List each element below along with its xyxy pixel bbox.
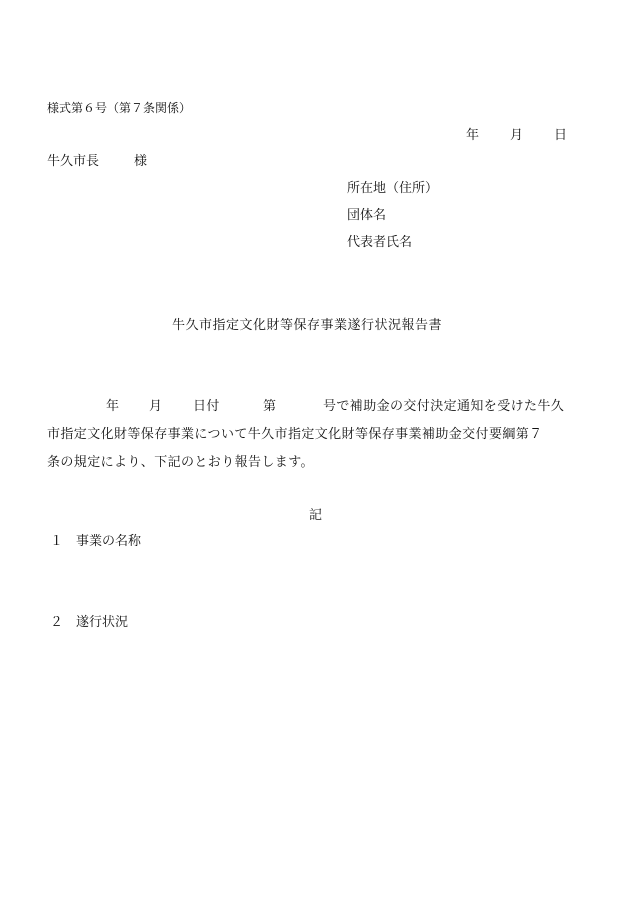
date-month-label: 月 — [510, 128, 524, 143]
item-2-number: ２ — [50, 615, 64, 630]
item-1-label: 事業の名称 — [76, 534, 142, 549]
date-year-label: 年 — [466, 128, 480, 143]
body-line1-rest: 号で補助金の交付決定通知を受けた牛久 — [323, 399, 565, 414]
body-line-3: 条の規定により、下記のとおり報告します。 — [47, 455, 314, 470]
body-dai-label: 第 — [263, 399, 277, 414]
address-label: 所在地（住所） — [347, 181, 439, 196]
date-day-label: 日 — [554, 128, 568, 143]
form-number: 様式第６号（第７条関係） — [47, 101, 192, 115]
addressee-name: 牛久市長 — [47, 154, 100, 169]
ki-heading: 記 — [309, 508, 323, 523]
body-year-label: 年 — [106, 399, 120, 414]
item-1-number: １ — [50, 534, 64, 549]
addressee-honorific: 様 — [134, 154, 148, 169]
organization-label: 団体名 — [347, 208, 387, 223]
body-day-label: 日付 — [193, 399, 220, 414]
representative-label: 代表者氏名 — [347, 235, 413, 250]
document-title: 牛久市指定文化財等保存事業遂行状況報告書 — [172, 318, 443, 333]
item-2-label: 遂行状況 — [76, 615, 129, 630]
body-month-label: 月 — [149, 399, 163, 414]
body-line-2: 市指定文化財等保存事業について牛久市指定文化財等保存事業補助金交付要綱第７ — [47, 427, 543, 442]
